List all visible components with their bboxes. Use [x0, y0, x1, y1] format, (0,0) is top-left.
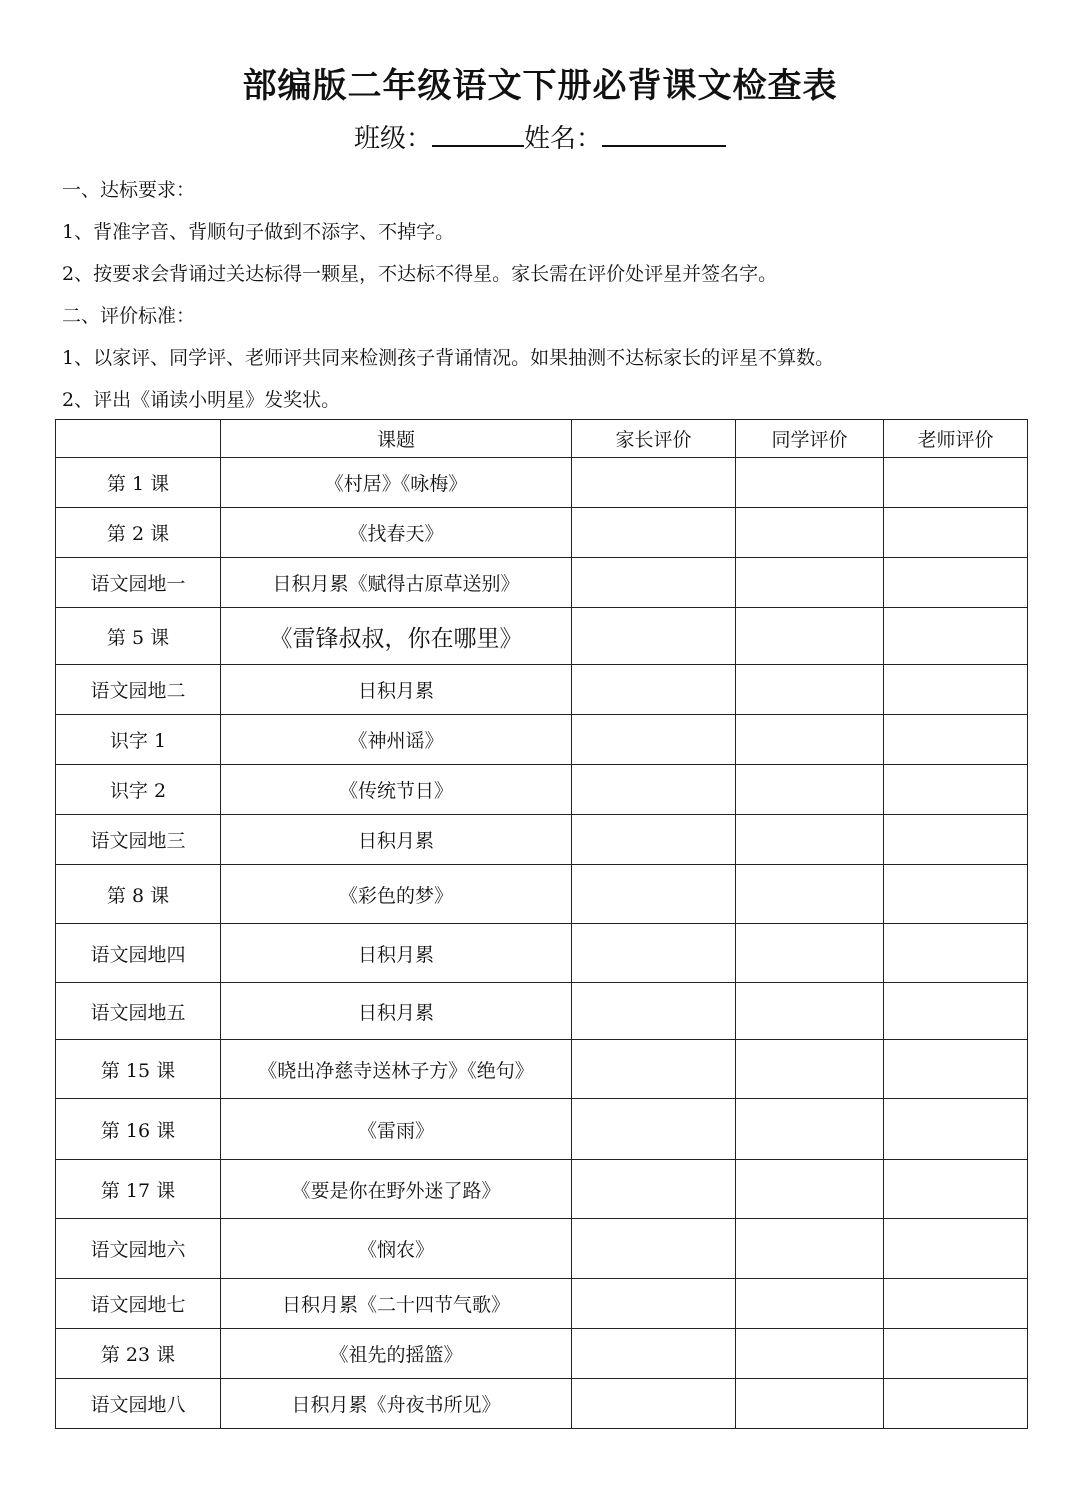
lesson-cell: 第 23 课 — [56, 1329, 221, 1379]
lesson-cell: 第 1 课 — [56, 458, 221, 508]
lesson-cell: 语文园地五 — [56, 983, 221, 1040]
classmate-eval-cell[interactable] — [736, 1219, 884, 1279]
parent-eval-cell[interactable] — [572, 1379, 736, 1429]
lesson-cell: 语文园地三 — [56, 815, 221, 865]
lesson-cell: 语文园地二 — [56, 665, 221, 715]
topic-cell: 日积月累 — [221, 665, 572, 715]
lesson-cell: 语文园地七 — [56, 1279, 221, 1329]
topic-cell: 《神州谣》 — [221, 715, 572, 765]
requirement-item-1: 1、背准字音、背顺句子做到不添字、不掉字。 — [62, 221, 455, 243]
table-row — [56, 1040, 1028, 1099]
lesson-cell: 第 2 课 — [56, 508, 221, 558]
lesson-cell: 语文园地四 — [56, 924, 221, 983]
table-row — [56, 608, 1028, 665]
classmate-eval-cell[interactable] — [736, 765, 884, 815]
parent-eval-cell[interactable] — [572, 558, 736, 608]
classmate-eval-cell[interactable] — [736, 1040, 884, 1099]
lesson-cell: 第 17 课 — [56, 1160, 221, 1219]
requirements-heading: 一、达标要求： — [62, 179, 196, 201]
table-row — [56, 458, 1028, 508]
teacher-eval-cell[interactable] — [884, 1160, 1028, 1219]
topic-cell: 《晓出净慈寺送林子方》《绝句》 — [221, 1040, 572, 1099]
topic-cell: 《彩色的梦》 — [221, 865, 572, 924]
classmate-eval-cell[interactable] — [736, 1099, 884, 1160]
topic-cell: 《雷雨》 — [221, 1099, 572, 1160]
table-row — [56, 1219, 1028, 1279]
table-header-row — [56, 420, 1028, 458]
header-cell-classmate: 同学评价 — [736, 420, 884, 458]
classmate-eval-cell[interactable] — [736, 608, 884, 665]
topic-cell: 日积月累 — [221, 924, 572, 983]
topic-cell: 《祖先的摇篮》 — [221, 1329, 572, 1379]
parent-eval-cell[interactable] — [572, 1160, 736, 1219]
parent-eval-cell[interactable] — [572, 1329, 736, 1379]
table-row — [56, 924, 1028, 983]
lesson-cell: 识字 2 — [56, 765, 221, 815]
topic-cell: 《村居》《咏梅》 — [221, 458, 572, 508]
parent-eval-cell[interactable] — [572, 765, 736, 815]
classmate-eval-cell[interactable] — [736, 1379, 884, 1429]
student-info-line — [0, 118, 1080, 155]
name-blank[interactable] — [602, 123, 726, 147]
topic-cell: 日积月累《赋得古原草送别》 — [221, 558, 572, 608]
lesson-cell: 第 5 课 — [56, 608, 221, 665]
parent-eval-cell[interactable] — [572, 458, 736, 508]
requirement-item-2: 2、按要求会背诵过关达标得一颗星，不达标不得星。家长需在评价处评星并签名字。 — [62, 263, 778, 285]
criteria-item-1: 1、以家评、同学评、老师评共同来检测孩子背诵情况。如果抽测不达标家长的评星不算数。 — [62, 347, 835, 369]
topic-cell: 《传统节日》 — [221, 765, 572, 815]
table-row — [56, 1329, 1028, 1379]
criteria-item-2: 2、评出《诵读小明星》发奖状。 — [62, 389, 341, 411]
topic-cell: 《悯农》 — [221, 1219, 572, 1279]
classmate-eval-cell[interactable] — [736, 1279, 884, 1329]
teacher-eval-cell[interactable] — [884, 558, 1028, 608]
teacher-eval-cell[interactable] — [884, 1379, 1028, 1429]
class-label: 班级： — [353, 124, 432, 154]
parent-eval-cell[interactable] — [572, 815, 736, 865]
classmate-eval-cell[interactable] — [736, 1160, 884, 1219]
teacher-eval-cell[interactable] — [884, 765, 1028, 815]
topic-cell: 《雷锋叔叔，你在哪里》 — [221, 608, 572, 665]
classmate-eval-cell[interactable] — [736, 665, 884, 715]
parent-eval-cell[interactable] — [572, 1040, 736, 1099]
table-row — [56, 1279, 1028, 1329]
parent-eval-cell[interactable] — [572, 1099, 736, 1160]
table-row — [56, 665, 1028, 715]
table-row — [56, 765, 1028, 815]
table-row — [56, 508, 1028, 558]
classmate-eval-cell[interactable] — [736, 558, 884, 608]
teacher-eval-cell[interactable] — [884, 1329, 1028, 1379]
teacher-eval-cell[interactable] — [884, 715, 1028, 765]
classmate-eval-cell[interactable] — [736, 815, 884, 865]
topic-cell: 《找春天》 — [221, 508, 572, 558]
teacher-eval-cell[interactable] — [884, 865, 1028, 924]
classmate-eval-cell[interactable] — [736, 508, 884, 558]
table-row — [56, 558, 1028, 608]
table-row — [56, 815, 1028, 865]
parent-eval-cell[interactable] — [572, 983, 736, 1040]
parent-eval-cell[interactable] — [572, 715, 736, 765]
lesson-cell: 语文园地八 — [56, 1379, 221, 1429]
parent-eval-cell[interactable] — [572, 608, 736, 665]
topic-cell: 日积月累《舟夜书所见》 — [221, 1379, 572, 1429]
header-cell-teacher: 老师评价 — [884, 420, 1028, 458]
topic-cell: 日积月累《二十四节气歌》 — [221, 1279, 572, 1329]
classmate-eval-cell[interactable] — [736, 983, 884, 1040]
table-row — [56, 865, 1028, 924]
parent-eval-cell[interactable] — [572, 1279, 736, 1329]
classmate-eval-cell[interactable] — [736, 865, 884, 924]
lesson-cell: 语文园地一 — [56, 558, 221, 608]
header-cell-parent: 家长评价 — [572, 420, 736, 458]
parent-eval-cell[interactable] — [572, 1219, 736, 1279]
teacher-eval-cell[interactable] — [884, 458, 1028, 508]
recitation-check-table — [55, 419, 1028, 1429]
teacher-eval-cell[interactable] — [884, 508, 1028, 558]
page-title: 部编版二年级语文下册必背课文检查表 — [242, 66, 838, 106]
lesson-cell: 第 8 课 — [56, 865, 221, 924]
table-row — [56, 1160, 1028, 1219]
teacher-eval-cell[interactable] — [884, 924, 1028, 983]
parent-eval-cell[interactable] — [572, 508, 736, 558]
topic-cell: 日积月累 — [221, 815, 572, 865]
table-row — [56, 1379, 1028, 1429]
teacher-eval-cell[interactable] — [884, 983, 1028, 1040]
teacher-eval-cell[interactable] — [884, 665, 1028, 715]
parent-eval-cell[interactable] — [572, 924, 736, 983]
teacher-eval-cell[interactable] — [884, 815, 1028, 865]
lesson-cell: 语文园地六 — [56, 1219, 221, 1279]
table-row — [56, 1099, 1028, 1160]
table-row — [56, 715, 1028, 765]
topic-cell: 《要是你在野外迷了路》 — [221, 1160, 572, 1219]
parent-eval-cell[interactable] — [572, 865, 736, 924]
teacher-eval-cell[interactable] — [884, 1279, 1028, 1329]
class-blank[interactable] — [432, 123, 524, 147]
teacher-eval-cell[interactable] — [884, 1040, 1028, 1099]
teacher-eval-cell[interactable] — [884, 608, 1028, 665]
name-label: 姓名： — [524, 124, 603, 154]
table-row — [56, 983, 1028, 1040]
topic-cell: 日积月累 — [221, 983, 572, 1040]
classmate-eval-cell[interactable] — [736, 1329, 884, 1379]
header-cell-topic: 课题 — [221, 420, 572, 458]
lesson-cell: 第 15 课 — [56, 1040, 221, 1099]
classmate-eval-cell[interactable] — [736, 458, 884, 508]
classmate-eval-cell[interactable] — [736, 715, 884, 765]
lesson-cell: 第 16 课 — [56, 1099, 221, 1160]
parent-eval-cell[interactable] — [572, 665, 736, 715]
lesson-cell: 识字 1 — [56, 715, 221, 765]
criteria-heading: 二、评价标准： — [62, 305, 196, 327]
teacher-eval-cell[interactable] — [884, 1219, 1028, 1279]
header-cell-blank — [56, 420, 221, 458]
teacher-eval-cell[interactable] — [884, 1099, 1028, 1160]
classmate-eval-cell[interactable] — [736, 924, 884, 983]
